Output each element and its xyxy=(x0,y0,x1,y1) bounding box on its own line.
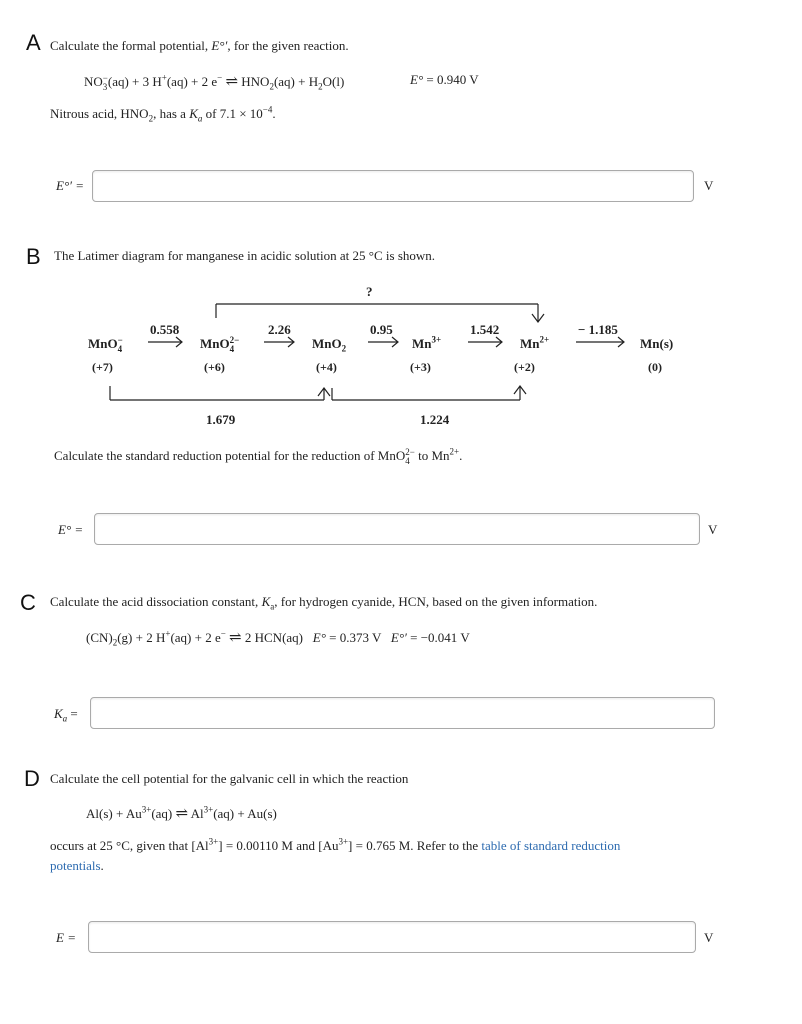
latimer-species-mno4-2 xyxy=(200,336,239,354)
eq-hno2: HNO xyxy=(241,74,270,89)
species-1-sub: 4 xyxy=(117,344,123,355)
part-b-question xyxy=(54,448,462,466)
part-b-question-end: . xyxy=(459,448,463,463)
part-d-al-conc-end: ] = 0.00110 M and xyxy=(218,838,319,853)
part-b-question-mid: to Mn xyxy=(414,448,450,463)
part-c-prompt xyxy=(50,594,597,610)
eq-e-sup: − xyxy=(217,72,223,83)
species-3-name: MnO xyxy=(312,336,342,351)
latimer-lines xyxy=(0,0,802,440)
ox-state-2: (+6) xyxy=(204,360,225,374)
latimer-bottom-right-potential: 1.224 xyxy=(420,412,450,427)
latimer-species-mn3 xyxy=(412,336,441,352)
part-d-equation xyxy=(86,804,277,823)
part-c-letter: C xyxy=(20,590,36,615)
ka-value: of 7.1 × 10 xyxy=(202,106,263,121)
part-a-prompt-symbol: E°′ xyxy=(211,38,228,53)
part-d-au-conc: [Au xyxy=(318,838,339,853)
part-d-eq-1-sup: 3+ xyxy=(141,804,152,815)
latimer-species-mno4 xyxy=(88,336,123,354)
species-2-scripts xyxy=(230,336,240,354)
part-c-e0-symbol: E° xyxy=(312,630,326,645)
part-c-prompt-symbol-sub: a xyxy=(270,601,275,612)
eq-no3-sub: 3 xyxy=(102,82,108,93)
part-c-eq-3-sup: − xyxy=(220,628,226,639)
part-c-ef-symbol: E°′ xyxy=(390,630,407,645)
part-b-question-sup2: 2+ xyxy=(449,446,460,457)
part-d-eq-1: Al(s) + Au xyxy=(86,806,142,821)
latimer-potential-4: 1.542 xyxy=(470,322,500,337)
ox-state-3: (+4) xyxy=(316,360,337,374)
eq-h-sup: + xyxy=(161,72,167,83)
latimer-potential-5: − 1.185 xyxy=(578,322,618,337)
part-d-prompt: Calculate the cell potential for the galvanic cell in which the reaction xyxy=(50,771,409,786)
species-5-name: Mn xyxy=(520,336,540,351)
part-c-prompt-post: , for hydrogen cyanide, HCN, based on the given information. xyxy=(274,594,598,609)
part-b-question-sup: 2− xyxy=(405,447,415,458)
part-b-prompt: The Latimer diagram for manganese in acidic solution at 25 °C is shown. xyxy=(54,248,436,263)
eq-part2: (aq) + 2 e xyxy=(166,74,218,89)
ka-sub: 2 xyxy=(148,113,154,124)
part-c-input-label xyxy=(54,706,78,722)
part-b-question-pre: Calculate the standard reduction potential for the reduction of MnO xyxy=(54,448,406,463)
part-b-question-sub: 4 xyxy=(405,456,410,467)
part-b-question-scripts xyxy=(405,448,415,466)
part-c-eq-2-sup: + xyxy=(165,628,171,639)
ka-mid: , has a xyxy=(153,106,190,121)
part-c-ef-value: = −0.041 V xyxy=(406,630,470,645)
part-d-al-conc-sup: 3+ xyxy=(208,836,219,847)
species-1-sup: − xyxy=(117,335,123,346)
part-c-eq-3: (aq) + 2 e xyxy=(170,630,221,645)
part-b-answer-input[interactable] xyxy=(94,513,700,545)
part-d-answer-input[interactable] xyxy=(88,921,696,953)
part-a-unit: V xyxy=(704,178,714,193)
ka-pre: Nitrous acid, HNO xyxy=(50,106,149,121)
part-c-input-label-sub: a xyxy=(62,713,68,724)
part-d-link-end: . xyxy=(100,858,104,873)
part-b-unit: V xyxy=(708,522,718,537)
part-d-unit: V xyxy=(704,930,714,945)
ox-state-1: (+7) xyxy=(92,360,113,374)
part-d-equilibrium-arrow-icon: ⇌ xyxy=(175,806,189,822)
part-a-prompt-pre: Calculate the formal potential, xyxy=(50,38,212,53)
part-a-e0-value: = 0.940 V xyxy=(423,72,479,87)
part-d-au-conc-end: ] = 0.765 M. Refer to the xyxy=(348,838,482,853)
eq-part1: (aq) + 3 H xyxy=(107,74,162,89)
ox-state-5: (+2) xyxy=(514,360,535,374)
part-d-al-conc: [Al xyxy=(191,838,209,853)
part-d-conditions-line2 xyxy=(50,858,104,874)
part-b-input-label: E° = xyxy=(58,522,84,537)
ka-end: . xyxy=(272,106,276,121)
species-3-sub: 2 xyxy=(341,343,347,354)
part-a-prompt-post: , for the given reaction. xyxy=(227,38,349,53)
eq-hno2-sub: 2 xyxy=(269,81,274,92)
latimer-bottom-left-potential: 1.679 xyxy=(206,412,236,427)
part-d-letter: D xyxy=(24,766,40,791)
species-5-sup: 2+ xyxy=(539,334,550,345)
standard-reduction-potentials-link[interactable]: table of standard reduction xyxy=(481,838,621,853)
species-2-name: MnO xyxy=(200,336,230,351)
part-d-eq-3: Al xyxy=(190,806,204,821)
latimer-question-mark: ? xyxy=(366,284,373,299)
species-2-sup: 2− xyxy=(229,335,240,346)
part-c-equation xyxy=(86,628,470,647)
part-a-input-label: E°′ = xyxy=(56,178,85,193)
equilibrium-arrow-icon: ⇌ xyxy=(225,74,239,90)
part-c-equilibrium-arrow-icon: ⇌ xyxy=(229,630,242,646)
eq-no3-sup: − xyxy=(102,73,108,84)
latimer-species-mn: Mn(s) xyxy=(640,336,674,351)
ox-state-6: (0) xyxy=(648,360,662,374)
part-d-au-conc-sup: 3+ xyxy=(338,836,349,847)
latimer-species-mn2 xyxy=(520,336,549,352)
species-1-scripts xyxy=(118,336,123,354)
part-c-eq-2: (g) + 2 H xyxy=(117,630,166,645)
part-a-letter: A xyxy=(26,30,41,55)
species-4-sup: 3+ xyxy=(431,334,442,345)
part-b-letter: B xyxy=(26,244,41,269)
eq-no3: NO xyxy=(84,74,103,89)
species-2-sub: 4 xyxy=(229,344,235,355)
eq-part3: (aq) + H xyxy=(273,74,319,89)
part-d-occ-pre: occurs at 25 °C, given that xyxy=(50,838,192,853)
part-c-answer-input[interactable] xyxy=(90,697,715,729)
species-4-name: Mn xyxy=(412,336,432,351)
part-d-conditions xyxy=(50,838,620,854)
part-a-e0-symbol: E° xyxy=(410,72,424,87)
part-d-input-label: E = xyxy=(56,930,76,945)
part-d-eq-2: (aq) xyxy=(151,806,173,821)
part-c-eq-1-sub: 2 xyxy=(112,637,118,648)
ox-state-4: (+3) xyxy=(410,360,431,374)
latimer-species-mno2 xyxy=(312,336,346,352)
species-1-name: MnO xyxy=(88,336,118,351)
part-c-prompt-symbol: K xyxy=(261,594,271,609)
part-c-e0-value: = 0.373 V xyxy=(325,630,382,645)
eq-h2o-sub: 2 xyxy=(318,81,323,92)
part-c-input-label-symbol: K xyxy=(54,706,63,721)
part-c-eq-4: 2 HCN(aq) xyxy=(244,630,304,645)
part-c-eq-1: (CN) xyxy=(86,630,113,645)
ka-exponent: −4 xyxy=(262,104,273,115)
part-c-input-label-eq: = xyxy=(67,706,78,721)
part-d-eq-4: (aq) + Au(s) xyxy=(213,806,277,821)
latimer-potential-3: 0.95 xyxy=(370,322,393,337)
standard-reduction-potentials-link-2[interactable]: potentials xyxy=(50,858,101,873)
part-d-eq-3-sup: 3+ xyxy=(203,804,214,815)
eq-part4: O(l) xyxy=(322,74,345,89)
part-c-prompt-pre: Calculate the acid dissociation constant, xyxy=(50,594,262,609)
ka-symbol-sub: a xyxy=(197,113,203,124)
latimer-potential-2: 2.26 xyxy=(268,322,291,337)
ka-symbol: K xyxy=(189,106,198,121)
latimer-potential-1: 0.558 xyxy=(150,322,180,337)
